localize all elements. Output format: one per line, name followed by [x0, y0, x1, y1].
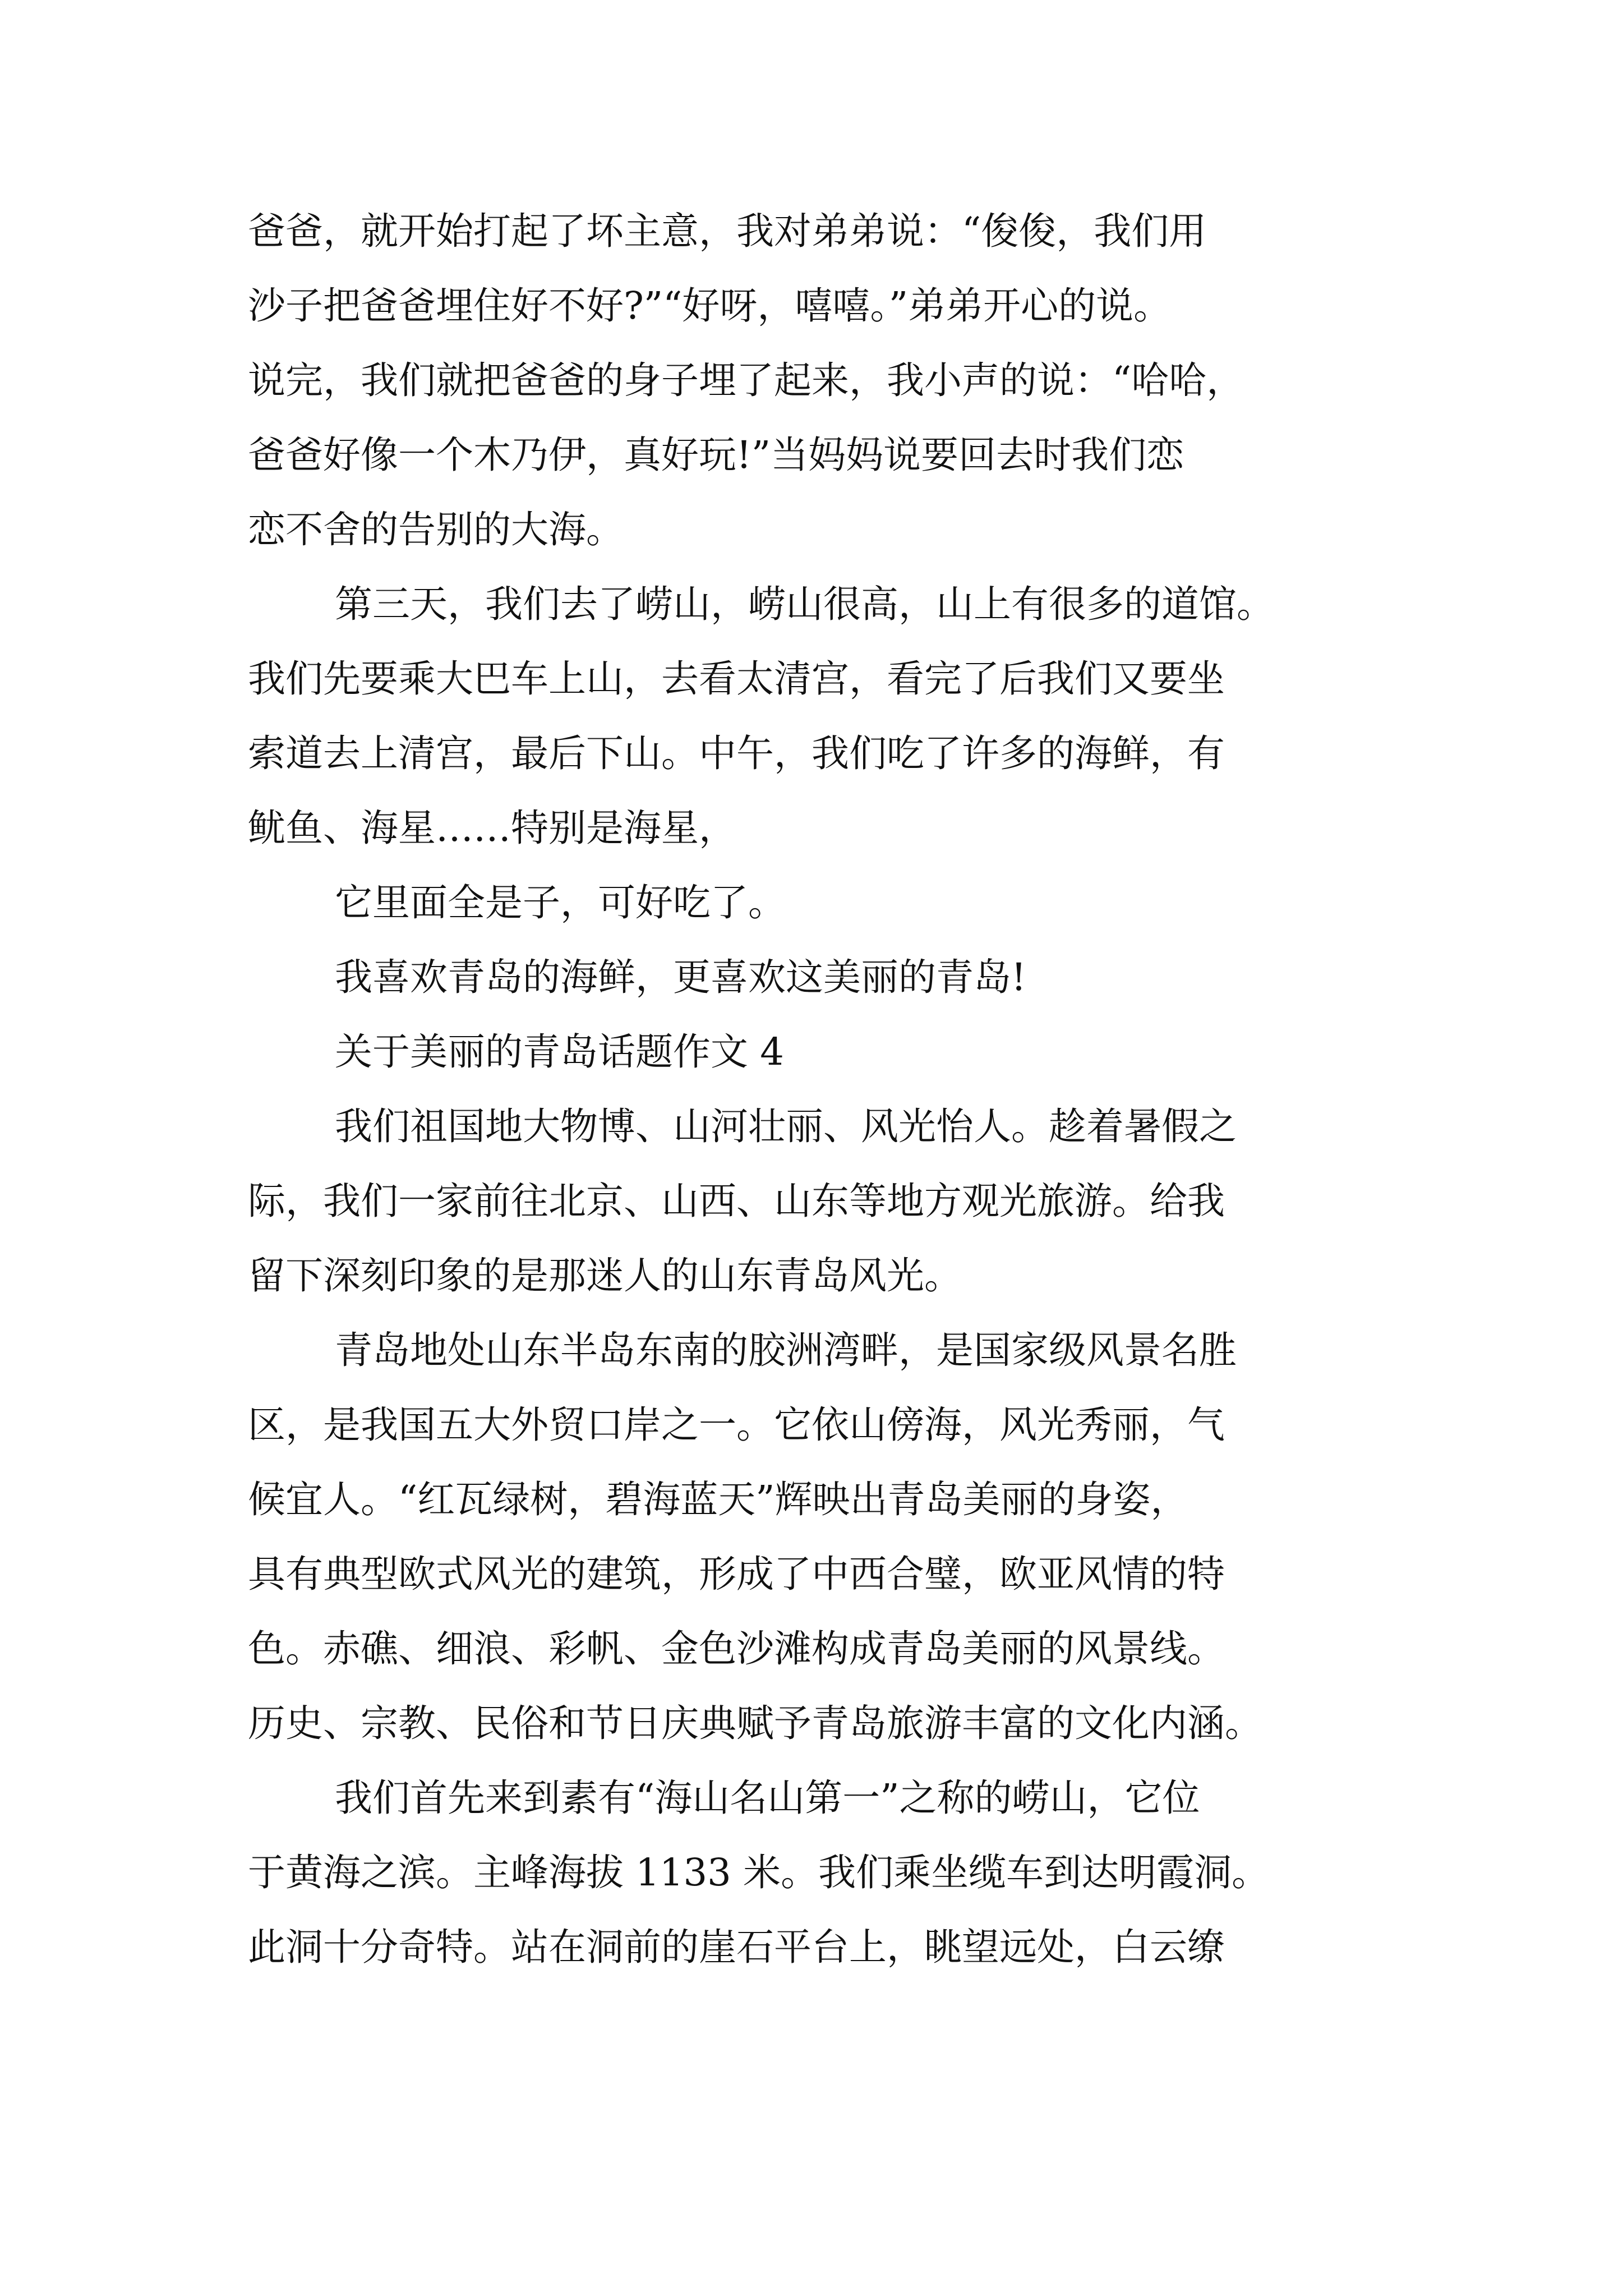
text-line: 说完，我们就把爸爸的身子埋了起来，我小声的说：“哈哈，: [248, 358, 1244, 402]
text-line: 爸爸好像一个木乃伊，真好玩!”当妈妈说要回去时我们恋: [248, 433, 1184, 477]
text-line: 具有典型欧式风光的建筑，形成了中西合璧，欧亚风情的特: [248, 1552, 1225, 1596]
text-line: 留下深刻印象的是那迷人的山东青岛风光。: [248, 1254, 962, 1297]
paragraph-first-line: 我喜欢青岛的海鲜，更喜欢这美丽的青岛!: [335, 955, 1026, 999]
paragraph-first-line: 我们祖国地大物博、山河壮丽、风光怡人。趁着暑假之: [335, 1105, 1237, 1148]
text-line: 于黄海之滨。主峰海拔 1133 米。我们乘坐缆车到达明霞洞。: [248, 1851, 1270, 1894]
paragraph-first-line: 它里面全是子，可好吃了。: [335, 881, 786, 924]
text-line: 索道去上清宫，最后下山。中午，我们吃了许多的海鲜，有: [248, 731, 1225, 775]
paragraph-first-line: 我们首先来到素有“海山名山第一”之称的崂山，它位: [335, 1776, 1200, 1820]
text-line: 鱿鱼、海星……特别是海星，: [248, 806, 736, 850]
text-line: 沙子把爸爸埋住好不好?”“好呀，嘻嘻。”弟弟开心的说。: [248, 284, 1172, 328]
text-line: 区，是我国五大外贸口岸之一。它依山傍海，风光秀丽，气: [248, 1403, 1225, 1447]
section-heading: 关于美丽的青岛话题作文 4: [335, 1030, 784, 1074]
text-line: 色。赤礁、细浪、彩帆、金色沙滩构成青岛美丽的风景线。: [248, 1627, 1225, 1671]
text-line: 际，我们一家前往北京、山西、山东等地方观光旅游。给我: [248, 1179, 1225, 1223]
paragraph-first-line: 第三天，我们去了崂山，崂山很高，山上有很多的道馆。: [335, 582, 1274, 626]
text-line: 历史、宗教、民俗和节日庆典赋予青岛旅游丰富的文化内涵。: [248, 1701, 1262, 1745]
text-line: 恋不舍的告别的大海。: [248, 508, 624, 551]
text-line: 爸爸，就开始打起了坏主意，我对弟弟说：“俊俊，我们用: [248, 209, 1207, 253]
paragraph-first-line: 青岛地处山东半岛东南的胶洲湾畔，是国家级风景名胜: [335, 1328, 1237, 1372]
text-line: 此洞十分奇特。站在洞前的崖石平台上，眺望远处，白云缭: [248, 1925, 1225, 1969]
text-line: 我们先要乘大巴车上山，去看太清宫，看完了后我们又要坐: [248, 657, 1225, 701]
text-line: 候宜人。“红瓦绿树，碧海蓝天”辉映出青岛美丽的身姿，: [248, 1478, 1188, 1521]
